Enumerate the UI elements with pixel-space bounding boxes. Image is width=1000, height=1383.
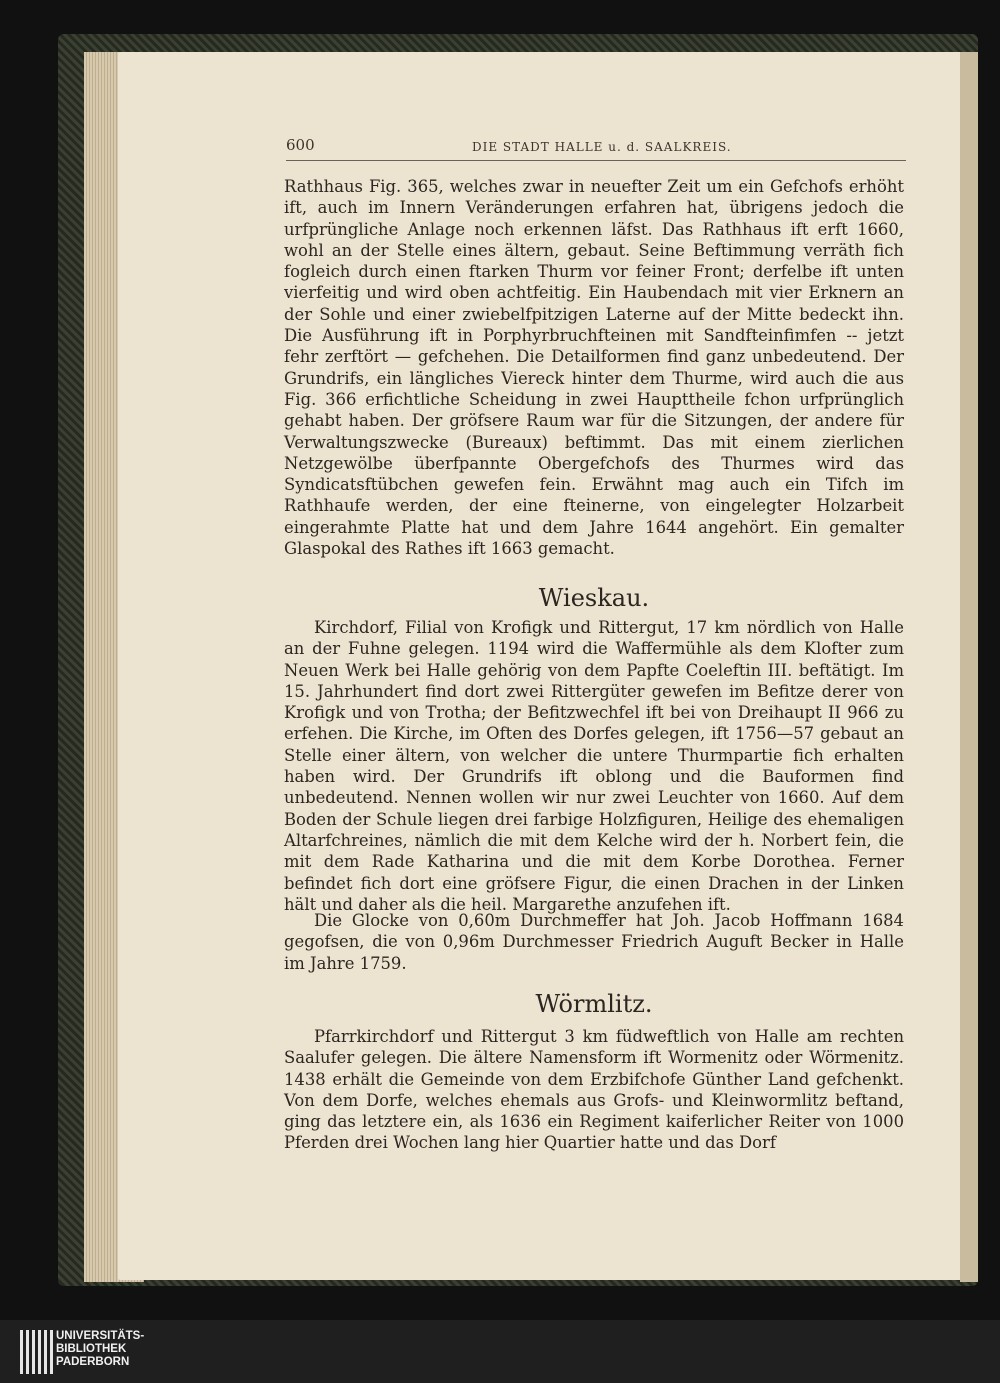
logo-line-3: PADERBORN [56,1356,130,1368]
running-title: DIE STADT HALLE u. d. SAALKREIS. [472,140,732,154]
logo-line-2: BIBLIOTHEK [56,1343,127,1355]
footer-band [0,1320,1000,1383]
page-number: 600 [286,136,315,154]
heading-wieskau: Wieskau. [538,584,650,612]
library-logo-text [56,1330,144,1369]
library-logo-icon [18,1330,54,1374]
wieskau-paragraph-1: Kirchdorf, Filial von Krofigk und Rittergut, 17 km nördlich von Halle an der Fuhne gelegen. 1194 wird die Waffermühle als dem Klofter zum Neuen Werk bei Halle gehörig von dem Papfte Coeleftin III. beftätigt. Im 15. Jahrhundert find dort zwei Rittergüter gewefen im Befitze derer von Krofigk und von Trotha; der Befitzwechfel ift bei von Dreihaupt II 966 zu erfehen. Die Kirche, im Often des Dorfes gelegen, ift 1756—57 gebaut an Stelle einer ältern, von welcher die untere Thurmpartie fich erhalten haben wird. Der Grundrifs ift oblong und die Bauformen find unbedeutend. Nennen wollen wir nur zwei Leuchter von 1660. Auf dem Boden der Schule liegen drei farbige Holzfiguren, Heilige des ehemaligen Altarfchreines, nämlich die mit dem Kelche wird der h. Norbert fein, die mit dem Rade Katharina und die mit dem Korbe Dorothea. Ferner befindet fich dort eine gröfsere Figur, die einen Drachen in der Linken hält und daher als die heil. Margarethe anzufehen ift. [284,618,904,914]
rathhaus-paragraph: Rathhaus Fig. 365, welches zwar in neuefter Zeit um ein Gefchofs erhöht ift, auch im Innern Veränderungen erfahren hat, übrigens jedoch die urfprüngliche Anlage noch erkennen läfst. Das Rathhaus ift erft 1660, wohl an der Stelle eines ältern, gebaut. Seine Beftimmung verräth fich fogleich durch einen ftarken Thurm vor feiner Front; derfelbe ift unten vierfeitig und wird oben achtfeitig. Ein Haubendach mit vier Erknern an der Sohle und einer zwiebelfpitzigen Laterne auf der Mitte bedeckt ihn. Die Ausführung ift in Porphyrbruchfteinen mit Sandfteinfimfen -- jetzt fehr zerftört — gefchehen. Die Detailformen find ganz unbedeutend. Der Grundrifs, ein längliches Viereck hinter dem Thurme, wird auch die aus Fig. 366 erfichtliche Scheidung in zwei Haupttheile fchon urfprünglich gehabt haben. Der gröfsere Raum war für die Sitzungen, der andere für Verwaltungszwecke (Bureaux) beftimmt. Das mit einem zierlichen Netzgewölbe überfpannte Obergefchofs des Thurmes wird das Syndicatsftübchen gewefen fein. Erwähnt mag auch ein Tifch im Rathhaufe werden, der eine fteinerne, von eingelegter Holzarbeit eingerahmte Platte hat und dem Jahre 1644 angehört. Ein gemalter Glaspokal des Rathes ift 1663 gemacht. [284,177,904,559]
woermlitz-paragraph: Pfarrkirchdorf und Rittergut 3 km füdweftlich von Halle am rechten Saalufer gelegen. Die ältere Namensform ift Wormenitz oder Wörmenitz. 1438 erhält die Gemeinde von dem Erzbifchofe Günther Land gefchenkt. Von dem Dorfe, welches ehemals aus Grofs- und Kleinwormlitz beftand, ging das letztere ein, als 1636 ein Regiment kaiferlicher Reiter von 1000 Pferden drei Wochen lang hier Quartier hatte und das Dorf [284,1027,904,1153]
heading-woermlitz: Wörmlitz. [535,990,653,1018]
right-page-edge [960,52,978,1282]
wieskau-paragraph-2: Die Glocke von 0,60m Durchmeffer hat Joh. Jacob Hoffmann 1684 gegofsen, die von 0,96m Durchmesser Friedrich Auguft Becker in Halle im Jahre 1759. [284,911,904,973]
page-header [286,136,906,161]
logo-line-1: UNIVERSITÄTS- [56,1330,145,1342]
